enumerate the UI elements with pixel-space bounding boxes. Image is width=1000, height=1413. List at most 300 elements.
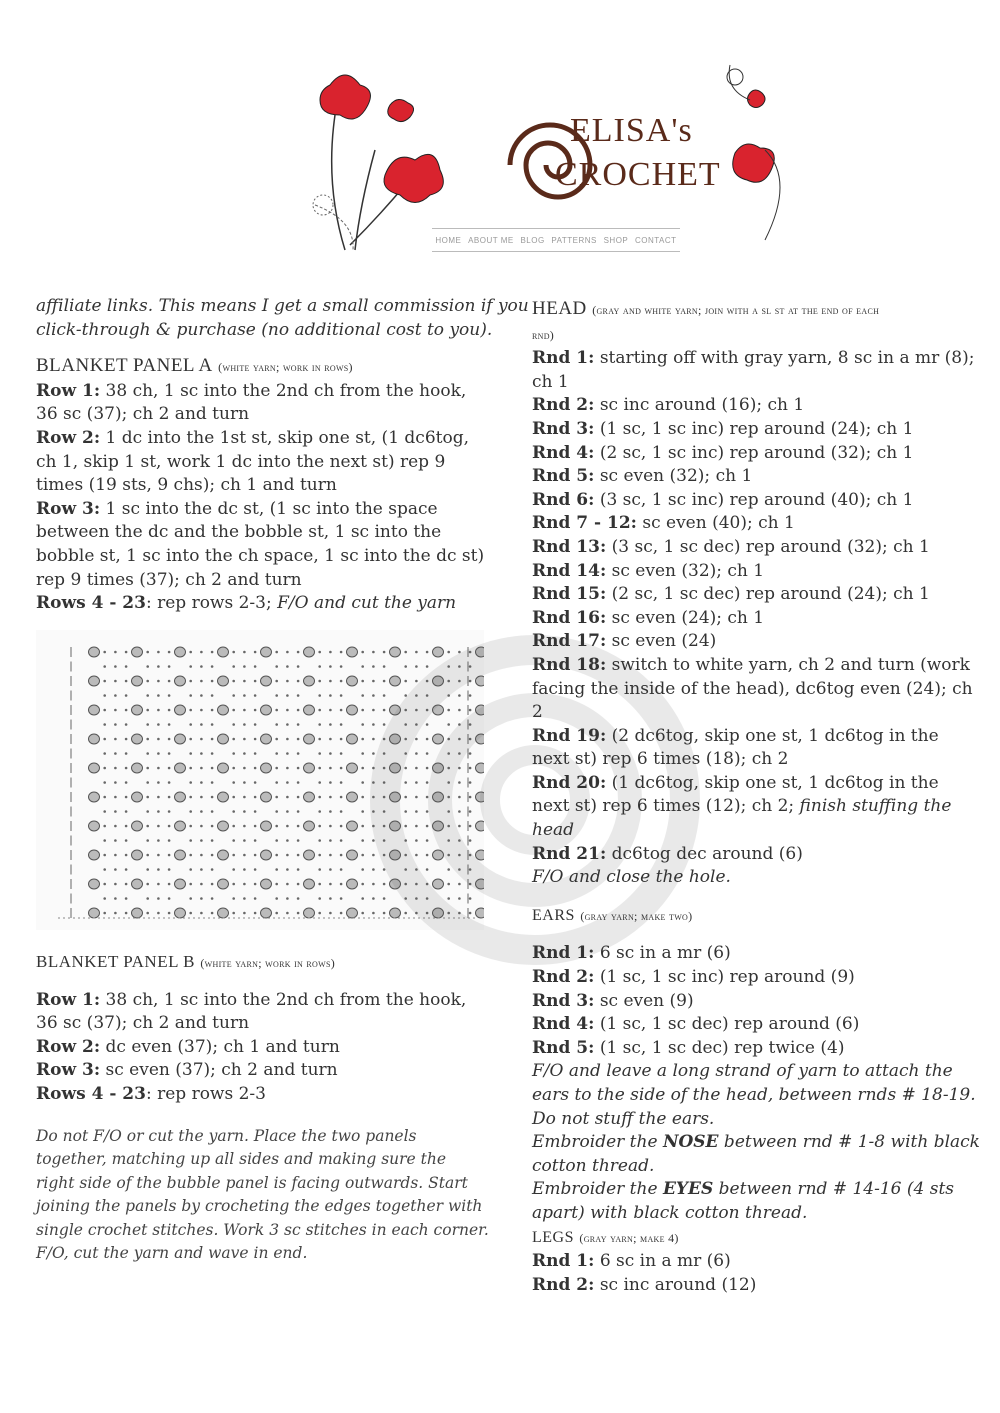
stitch-dot-symbol bbox=[232, 694, 235, 697]
stitch-dot-symbol bbox=[329, 796, 332, 799]
row-text: (1 sc, 1 sc dec) rep twice (4) bbox=[599, 1037, 845, 1058]
stitch-dot-symbol bbox=[361, 825, 364, 828]
bobble-stitch-symbol bbox=[304, 821, 315, 831]
stitch-dot-symbol bbox=[318, 810, 321, 813]
row-label: Rnd 17: bbox=[532, 631, 607, 652]
stitch-dot-symbol bbox=[146, 810, 149, 813]
stitch-dot-symbol bbox=[189, 694, 192, 697]
panel-a-heading: BLANKET PANEL A (white yarn; work in rows) bbox=[36, 355, 353, 377]
instruction-line bbox=[36, 1083, 486, 1107]
stitch-dot-symbol bbox=[318, 665, 321, 668]
stitch-dot-symbol bbox=[297, 912, 300, 915]
row-text: dc even (37); ch 1 and turn bbox=[105, 1036, 340, 1057]
bobble-stitch-symbol bbox=[347, 879, 358, 889]
row-label: Rnd 19: bbox=[532, 725, 607, 746]
stitch-dot-symbol bbox=[189, 752, 192, 755]
stitch-dot-symbol bbox=[340, 694, 343, 697]
stitch-dot-symbol bbox=[275, 854, 278, 857]
row-text: switch to white yarn, ch 2 and turn (work bbox=[611, 654, 970, 675]
instruction-line bbox=[532, 489, 972, 513]
row-label: Rnd 6: bbox=[532, 489, 595, 510]
stitch-dot-symbol bbox=[114, 680, 117, 683]
stitch-dot-symbol bbox=[297, 839, 300, 842]
row-text: times (19 sts, 9 chs); ch 1 and turn bbox=[36, 475, 337, 496]
bobble-stitch-symbol bbox=[261, 676, 272, 686]
nav-item-contact[interactable]: CONTACT bbox=[634, 235, 677, 245]
stitch-dot-symbol bbox=[286, 723, 289, 726]
stitch-dot-symbol bbox=[125, 680, 128, 683]
row-label: Rnd 21: bbox=[532, 843, 607, 864]
stitch-dot-symbol bbox=[243, 854, 246, 857]
stitch-dot-symbol bbox=[146, 723, 149, 726]
stitch-dot-symbol bbox=[103, 854, 106, 857]
stitch-dot-symbol bbox=[146, 665, 149, 668]
stitch-dot-symbol bbox=[200, 738, 203, 741]
panel-a-instructions bbox=[36, 380, 486, 616]
bobble-stitch-symbol bbox=[218, 850, 229, 860]
bobble-stitch-symbol bbox=[89, 821, 100, 831]
bobble-stitch-symbol bbox=[304, 676, 315, 686]
stitch-dot-symbol bbox=[200, 825, 203, 828]
stitch-dot-symbol bbox=[157, 897, 160, 900]
row-text: (3 sc, 1 sc dec) rep around (32); ch 1 bbox=[611, 536, 930, 557]
stitch-dot-symbol bbox=[329, 810, 332, 813]
instruction-line bbox=[36, 427, 486, 451]
stitch-dot-symbol bbox=[103, 752, 106, 755]
stitch-dot-symbol bbox=[168, 723, 171, 726]
stitch-dot-symbol bbox=[329, 781, 332, 784]
stitch-dot-symbol bbox=[243, 897, 246, 900]
stitch-dot-symbol bbox=[232, 781, 235, 784]
stitch-dot-symbol bbox=[157, 796, 160, 799]
stitch-dot-symbol bbox=[329, 752, 332, 755]
stitch-dot-symbol bbox=[318, 912, 321, 915]
stitch-dot-symbol bbox=[361, 680, 364, 683]
stitch-dot-symbol bbox=[361, 810, 364, 813]
row-text: 1 sc into the dc st, (1 sc into the space bbox=[105, 498, 438, 519]
logo-flowers-illustration bbox=[295, 55, 805, 255]
stitch-dot-symbol bbox=[286, 897, 289, 900]
stitch-dot-symbol bbox=[103, 709, 106, 712]
stitch-dot-symbol bbox=[340, 767, 343, 770]
note-line: single crochet stitches. Work 3 sc stitches in each corner. bbox=[36, 1220, 489, 1239]
stitch-dot-symbol bbox=[146, 680, 149, 683]
bobble-stitch-symbol bbox=[261, 647, 272, 657]
stitch-dot-symbol bbox=[125, 883, 128, 886]
stitch-dot-symbol bbox=[286, 883, 289, 886]
stitch-dot-symbol bbox=[200, 651, 203, 654]
stitch-dot-symbol bbox=[329, 854, 332, 857]
stitch-dot-symbol bbox=[103, 897, 106, 900]
stitch-dot-symbol bbox=[254, 752, 257, 755]
row-text: sc inc around (16); ch 1 bbox=[599, 395, 805, 416]
stitch-dot-symbol bbox=[125, 738, 128, 741]
stitch-dot-symbol bbox=[275, 912, 278, 915]
stitch-dot-symbol bbox=[232, 883, 235, 886]
stitch-dot-symbol bbox=[329, 883, 332, 886]
stitch-dot-symbol bbox=[146, 709, 149, 712]
stitch-dot-symbol bbox=[361, 665, 364, 668]
stitch-dot-symbol bbox=[340, 680, 343, 683]
stitch-dot-symbol bbox=[168, 796, 171, 799]
stitch-dot-symbol bbox=[146, 781, 149, 784]
bobble-stitch-symbol bbox=[347, 763, 358, 773]
row-label: Rnd 16: bbox=[532, 607, 607, 628]
stitch-dot-symbol bbox=[125, 723, 128, 726]
stitch-dot-symbol bbox=[340, 796, 343, 799]
stitch-dot-symbol bbox=[168, 651, 171, 654]
stitch-dot-symbol bbox=[146, 839, 149, 842]
stitch-dot-symbol bbox=[297, 665, 300, 668]
stitch-dot-symbol bbox=[114, 839, 117, 842]
bobble-stitch-symbol bbox=[175, 705, 186, 715]
ears-heading: EARS (gray yarn; make two) bbox=[532, 906, 693, 924]
stitch-dot-symbol bbox=[275, 723, 278, 726]
instruction-line bbox=[532, 990, 972, 1014]
nav-item-shop[interactable]: SHOP bbox=[603, 235, 629, 245]
instruction-line bbox=[532, 583, 972, 607]
legs-heading: LEGS (gray yarn; make 4) bbox=[532, 1228, 679, 1246]
bobble-stitch-symbol bbox=[89, 734, 100, 744]
stitch-dot-symbol bbox=[329, 709, 332, 712]
instruction-line bbox=[36, 380, 486, 404]
stitch-dot-symbol bbox=[232, 723, 235, 726]
bobble-stitch-symbol bbox=[175, 734, 186, 744]
stitch-dot-symbol bbox=[125, 839, 128, 842]
stitch-dot-symbol bbox=[275, 651, 278, 654]
stitch-dot-symbol bbox=[114, 883, 117, 886]
instruction-line bbox=[532, 347, 975, 371]
row-text: (1 sc, 1 sc inc) rep around (24); ch 1 bbox=[599, 418, 914, 439]
bobble-stitch-symbol bbox=[347, 850, 358, 860]
stitch-dot-symbol bbox=[200, 694, 203, 697]
stitch-dot-symbol bbox=[103, 796, 106, 799]
stitch-dot-symbol bbox=[243, 738, 246, 741]
row-label: Rnd 3: bbox=[532, 418, 595, 439]
bobble-stitch-symbol bbox=[304, 850, 315, 860]
row-label: Rnd 1: bbox=[532, 1251, 595, 1272]
stitch-dot-symbol bbox=[329, 825, 332, 828]
stitch-dot-symbol bbox=[254, 767, 257, 770]
row-text: (3 sc, 1 sc inc) rep around (40); ch 1 bbox=[599, 489, 914, 510]
instruction-line bbox=[532, 560, 972, 584]
stitch-dot-symbol bbox=[189, 854, 192, 857]
stitch-dot-symbol bbox=[254, 825, 257, 828]
stitch-dot-symbol bbox=[318, 868, 321, 871]
stitch-dot-symbol bbox=[297, 796, 300, 799]
stitch-dot-symbol bbox=[168, 680, 171, 683]
stitch-dot-symbol bbox=[146, 738, 149, 741]
stitch-dot-symbol bbox=[157, 839, 160, 842]
stitch-dot-symbol bbox=[189, 868, 192, 871]
stitch-dot-symbol bbox=[125, 868, 128, 871]
stitch-dot-symbol bbox=[146, 694, 149, 697]
stitch-dot-symbol bbox=[211, 897, 214, 900]
bobble-stitch-symbol bbox=[261, 734, 272, 744]
row-text: between the dc and the bobble st, 1 sc into the bbox=[36, 522, 442, 543]
stitch-dot-symbol bbox=[125, 767, 128, 770]
row-label: Row 3: bbox=[36, 498, 101, 519]
stitch-dot-symbol bbox=[168, 868, 171, 871]
stitch-dot-symbol bbox=[286, 810, 289, 813]
row-text: sc even (32); ch 1 bbox=[599, 466, 753, 487]
stitch-dot-symbol bbox=[275, 825, 278, 828]
instruction-line bbox=[532, 701, 972, 725]
stitch-dot-symbol bbox=[254, 796, 257, 799]
stitch-dot-symbol bbox=[211, 912, 214, 915]
stitch-dot-symbol bbox=[114, 752, 117, 755]
instruction-line bbox=[36, 451, 486, 475]
bobble-stitch-symbol bbox=[218, 734, 229, 744]
stitch-dot-symbol bbox=[361, 883, 364, 886]
instruction-line bbox=[532, 966, 972, 990]
stitch-dot-symbol bbox=[361, 738, 364, 741]
stitch-dot-symbol bbox=[200, 709, 203, 712]
stitch-dot-symbol bbox=[254, 694, 257, 697]
stitch-dot-symbol bbox=[340, 752, 343, 755]
note-line: joining the panels by crocheting the edges together with bbox=[36, 1197, 483, 1216]
stitch-dot-symbol bbox=[340, 738, 343, 741]
stitch-dot-symbol bbox=[297, 651, 300, 654]
stitch-dot-symbol bbox=[168, 825, 171, 828]
row-text: bobble st, 1 sc into the ch space, 1 sc into the dc st) bbox=[36, 545, 485, 566]
row-label: Row 2: bbox=[36, 427, 101, 448]
stitch-dot-symbol bbox=[189, 897, 192, 900]
stitch-dot-symbol bbox=[297, 752, 300, 755]
stitch-dot-symbol bbox=[211, 752, 214, 755]
stitch-dot-symbol bbox=[125, 694, 128, 697]
bobble-stitch-symbol bbox=[89, 676, 100, 686]
stitch-dot-symbol bbox=[114, 854, 117, 857]
stitch-dot-symbol bbox=[114, 723, 117, 726]
stitch-dot-symbol bbox=[318, 839, 321, 842]
left-column-lower bbox=[36, 950, 489, 1266]
stitch-dot-symbol bbox=[232, 665, 235, 668]
row-text: sc even (24); ch 1 bbox=[611, 607, 765, 628]
stitch-dot-symbol bbox=[361, 854, 364, 857]
bobble-stitch-symbol bbox=[218, 763, 229, 773]
stitch-dot-symbol bbox=[275, 767, 278, 770]
row-label: Rnd 4: bbox=[532, 1014, 595, 1035]
stitch-dot-symbol bbox=[243, 665, 246, 668]
bobble-stitch-symbol bbox=[175, 821, 186, 831]
stitch-dot-symbol bbox=[254, 883, 257, 886]
row-text: 36 sc (37); ch 2 and turn bbox=[36, 1013, 250, 1034]
row-label: Rnd 18: bbox=[532, 654, 607, 675]
bobble-stitch-symbol bbox=[89, 705, 100, 715]
stitch-dot-symbol bbox=[103, 825, 106, 828]
stitch-dot-symbol bbox=[125, 709, 128, 712]
row-text: 6 sc in a mr (6) bbox=[599, 943, 731, 964]
stitch-dot-symbol bbox=[318, 796, 321, 799]
stitch-dot-symbol bbox=[125, 796, 128, 799]
stitch-dot-symbol bbox=[297, 767, 300, 770]
stitch-dot-symbol bbox=[103, 651, 106, 654]
stitch-dot-symbol bbox=[114, 781, 117, 784]
stitch-dot-symbol bbox=[114, 767, 117, 770]
header-nav bbox=[432, 228, 680, 252]
joining-note bbox=[36, 1125, 489, 1266]
stitch-dot-symbol bbox=[329, 665, 332, 668]
stitch-dot-symbol bbox=[329, 839, 332, 842]
stitch-dot-symbol bbox=[200, 810, 203, 813]
stitch-dot-symbol bbox=[243, 723, 246, 726]
bobble-stitch-symbol bbox=[132, 705, 143, 715]
stitch-dot-symbol bbox=[286, 680, 289, 683]
nav-item-about-me[interactable]: ABOUT ME bbox=[468, 235, 514, 245]
instruction-line bbox=[36, 1059, 486, 1083]
stitch-dot-symbol bbox=[329, 897, 332, 900]
instruction-line bbox=[532, 1013, 972, 1037]
stitch-dot-symbol bbox=[168, 839, 171, 842]
stitch-dot-symbol bbox=[189, 839, 192, 842]
stitch-dot-symbol bbox=[103, 767, 106, 770]
bobble-stitch-symbol bbox=[261, 792, 272, 802]
stitch-dot-symbol bbox=[275, 665, 278, 668]
nav-item-home[interactable]: HOME bbox=[435, 235, 462, 245]
stitch-dot-symbol bbox=[243, 839, 246, 842]
stitch-dot-symbol bbox=[200, 680, 203, 683]
bobble-stitch-symbol bbox=[132, 821, 143, 831]
row-label: Row 3: bbox=[36, 1060, 101, 1081]
row-text: (2 dc6tog, skip one st, 1 dc6tog in the bbox=[611, 725, 939, 746]
instruction-line bbox=[36, 1012, 486, 1036]
stitch-dot-symbol bbox=[200, 665, 203, 668]
stitch-dot-symbol bbox=[168, 810, 171, 813]
bobble-stitch-symbol bbox=[132, 908, 143, 918]
instruction-line bbox=[36, 474, 486, 498]
row-label: Row 2: bbox=[36, 1036, 101, 1057]
stitch-dot-symbol bbox=[232, 839, 235, 842]
stitch-dot-symbol bbox=[157, 854, 160, 857]
row-label: Rnd 20: bbox=[532, 772, 607, 793]
stitch-dot-symbol bbox=[297, 738, 300, 741]
stitch-dot-symbol bbox=[168, 912, 171, 915]
head-instructions bbox=[532, 347, 975, 866]
stitch-dot-symbol bbox=[125, 897, 128, 900]
stitch-dot-symbol bbox=[340, 781, 343, 784]
row-text: (2 sc, 1 sc dec) rep around (24); ch 1 bbox=[611, 584, 930, 605]
stitch-dot-symbol bbox=[361, 796, 364, 799]
stitch-dot-symbol bbox=[189, 723, 192, 726]
stitch-dot-symbol bbox=[125, 810, 128, 813]
stitch-dot-symbol bbox=[275, 752, 278, 755]
instruction-line bbox=[532, 748, 972, 772]
stitch-dot-symbol bbox=[114, 694, 117, 697]
stitch-dot-symbol bbox=[340, 825, 343, 828]
bobble-stitch-symbol bbox=[304, 879, 315, 889]
row-text: facing the inside of the head), dc6tog even (24); ch bbox=[532, 678, 973, 699]
stitch-dot-symbol bbox=[286, 738, 289, 741]
stitch-dot-symbol bbox=[103, 694, 106, 697]
row-label: Rnd 1: bbox=[532, 348, 595, 369]
bobble-stitch-symbol bbox=[175, 792, 186, 802]
bobble-stitch-symbol bbox=[132, 676, 143, 686]
bobble-stitch-symbol bbox=[175, 676, 186, 686]
stitch-dot-symbol bbox=[243, 796, 246, 799]
stitch-dot-symbol bbox=[275, 839, 278, 842]
note-line: together, matching up all sides and making sure the bbox=[36, 1150, 447, 1169]
instruction-line bbox=[532, 1250, 972, 1274]
stitch-dot-symbol bbox=[318, 680, 321, 683]
bobble-stitch-symbol bbox=[218, 821, 229, 831]
ears-notes: F/O and leave a long strand of yarn to attach the ears to the side of the head, between rnds # 18-19. Do not stuff the ears. Embroider the NOSE between rnd # 1-8 with black cotton thread. Embroider the EYES between rnd # 14-16 (4 sts apart) with black cotton thread. bbox=[532, 1061, 980, 1223]
bobble-stitch-symbol bbox=[89, 792, 100, 802]
stitch-dot-symbol bbox=[286, 796, 289, 799]
stitch-dot-symbol bbox=[103, 912, 106, 915]
stitch-dot-symbol bbox=[361, 752, 364, 755]
stitch-dot-symbol bbox=[157, 767, 160, 770]
stitch-dot-symbol bbox=[232, 752, 235, 755]
stitch-dot-symbol bbox=[157, 912, 160, 915]
stitch-dot-symbol bbox=[189, 665, 192, 668]
row-label: Rnd 4: bbox=[532, 442, 595, 463]
row-label: Rnd 5: bbox=[532, 466, 595, 487]
stitch-dot-symbol bbox=[286, 665, 289, 668]
row-label: Rnd 3: bbox=[532, 990, 595, 1011]
instruction-line bbox=[36, 545, 486, 569]
stitch-dot-symbol bbox=[297, 897, 300, 900]
stitch-dot-symbol bbox=[114, 665, 117, 668]
stitch-dot-symbol bbox=[211, 680, 214, 683]
stitch-dot-symbol bbox=[275, 883, 278, 886]
row-label: Rnd 13: bbox=[532, 536, 607, 557]
row-text: (1 dc6tog, skip one st, 1 dc6tog in the bbox=[611, 772, 939, 793]
stitch-dot-symbol bbox=[318, 738, 321, 741]
stitch-dot-symbol bbox=[286, 825, 289, 828]
row-label: Rnd 2: bbox=[532, 967, 595, 988]
stitch-dot-symbol bbox=[125, 912, 128, 915]
stitch-dot-symbol bbox=[329, 738, 332, 741]
nav-item-patterns[interactable]: PATTERNS bbox=[551, 235, 597, 245]
bobble-stitch-symbol bbox=[89, 879, 100, 889]
instruction-line bbox=[532, 536, 972, 560]
stitch-dot-symbol bbox=[125, 752, 128, 755]
nav-item-blog[interactable]: BLOG bbox=[520, 235, 545, 245]
stitch-dot-symbol bbox=[340, 912, 343, 915]
stitch-dot-symbol bbox=[146, 651, 149, 654]
stitch-dot-symbol bbox=[318, 767, 321, 770]
stitch-dot-symbol bbox=[125, 854, 128, 857]
stitch-dot-symbol bbox=[211, 781, 214, 784]
stitch-dot-symbol bbox=[232, 738, 235, 741]
stitch-dot-symbol bbox=[103, 665, 106, 668]
stitch-dot-symbol bbox=[254, 839, 257, 842]
bobble-stitch-symbol bbox=[347, 705, 358, 715]
instruction-line bbox=[532, 512, 972, 536]
stitch-dot-symbol bbox=[297, 854, 300, 857]
stitch-dot-symbol bbox=[168, 694, 171, 697]
row-text: sc even (40); ch 1 bbox=[642, 513, 795, 534]
stitch-dot-symbol bbox=[318, 651, 321, 654]
stitch-dot-symbol bbox=[243, 752, 246, 755]
stitch-dot-symbol bbox=[243, 912, 246, 915]
stitch-dot-symbol bbox=[125, 825, 128, 828]
stitch-dot-symbol bbox=[125, 651, 128, 654]
stitch-dot-symbol bbox=[200, 781, 203, 784]
stitch-dot-symbol bbox=[157, 680, 160, 683]
stitch-dot-symbol bbox=[232, 825, 235, 828]
bobble-stitch-symbol bbox=[218, 908, 229, 918]
instruction-line bbox=[36, 569, 486, 593]
instruction-line bbox=[532, 371, 972, 395]
stitch-dot-symbol bbox=[254, 781, 257, 784]
stitch-dot-symbol bbox=[168, 738, 171, 741]
stitch-dot-symbol bbox=[103, 883, 106, 886]
stitch-dot-symbol bbox=[297, 781, 300, 784]
stitch-dot-symbol bbox=[157, 752, 160, 755]
stitch-dot-symbol bbox=[318, 854, 321, 857]
